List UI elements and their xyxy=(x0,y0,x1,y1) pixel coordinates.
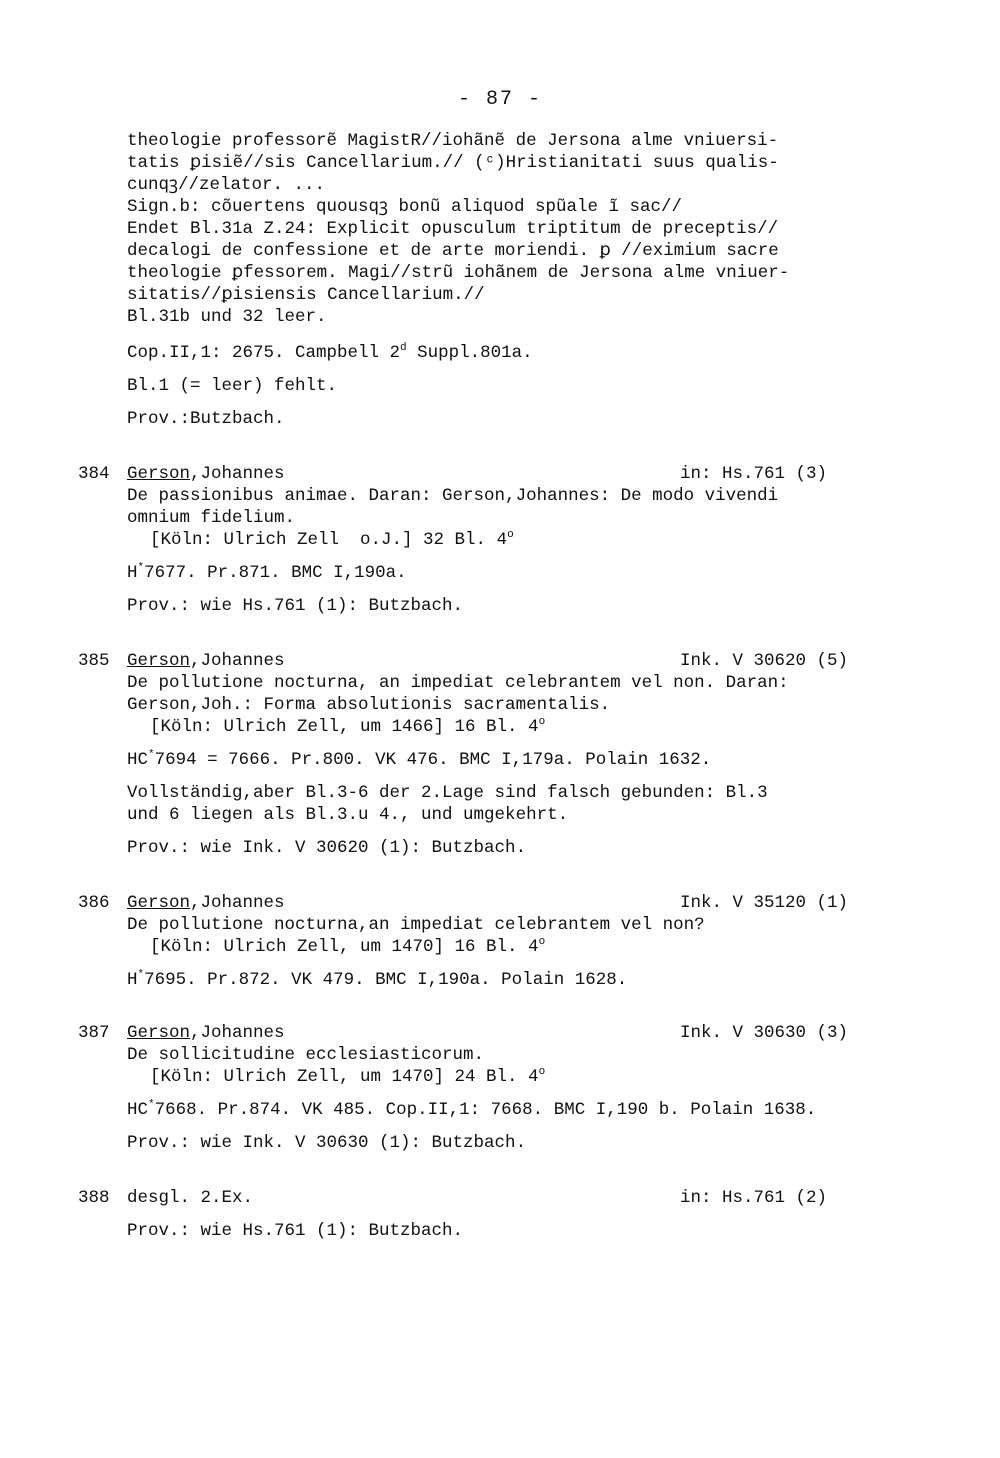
bibliographic-references xyxy=(127,969,627,991)
asterisk: * xyxy=(137,562,145,574)
note-line: und 6 liegen als Bl.3.u 4., und umgekehrt. xyxy=(127,805,569,825)
superscript: o xyxy=(538,936,546,948)
provenance: Prov.: wie Hs.761 (1): Butzbach. xyxy=(127,1221,464,1241)
shelfmark: Ink. V 35120 (1) xyxy=(680,893,849,913)
refs-prefix: H xyxy=(127,970,138,990)
imprint-text: [Köln: Ulrich Zell, um 1470] 24 Bl. 4 xyxy=(150,1067,539,1087)
asterisk: * xyxy=(148,749,155,761)
entry-title-line: De pollutione nocturna, an impediat celebrantem vel non. Daran: xyxy=(127,673,789,693)
provenance: Prov.: wie Ink. V 30630 (1): Butzbach. xyxy=(127,1133,527,1153)
leaf-note: Bl.1 (= leer) fehlt. xyxy=(127,376,338,396)
imprint xyxy=(150,936,545,958)
author-surname: Gerson xyxy=(127,893,191,913)
entry-title-line: De passionibus animae. Daran: Gerson,Johannes: De modo vivendi xyxy=(127,486,779,506)
entry-author xyxy=(127,1022,285,1044)
intro-line: tatis ꝑisiẽ//sis Cancellarium.// (ᶜ)Hristianitati suus qualis- xyxy=(127,153,779,173)
superscript: o xyxy=(538,1066,546,1078)
intro-line: cunqꝫ//zelator. ... xyxy=(127,175,325,195)
entry-heading: desgl. 2.Ex. xyxy=(127,1188,254,1208)
entry-number: 387 xyxy=(78,1023,110,1043)
copinger-reference-suffix: Suppl.801a. xyxy=(406,343,533,363)
author-forename: ,Johannes xyxy=(190,893,285,913)
entry-title-line: omnium fidelium. xyxy=(127,508,296,528)
entry-author xyxy=(127,892,285,914)
intro-line: Endet Bl.31a Z.24: Explicit opusculum triptitum de preceptis// xyxy=(127,219,779,239)
entry-author xyxy=(127,463,285,485)
shelfmark: in: Hs.761 (3) xyxy=(680,464,828,484)
author-forename: ,Johannes xyxy=(190,464,285,484)
imprint-text: [Köln: Ulrich Zell, um 1470] 16 Bl. 4 xyxy=(150,937,539,957)
imprint-text: [Köln: Ulrich Zell o.J.] 32 Bl. 4 xyxy=(150,530,508,550)
bibliographic-references xyxy=(127,1099,816,1121)
refs-prefix: HC xyxy=(127,1100,149,1120)
intro-line: theologie ꝑfessorem. Magi//strũ iohãnem de Jersona alme vniuer- xyxy=(127,263,790,283)
refs-prefix: HC xyxy=(127,750,149,770)
intro-line: Bl.31b und 32 leer. xyxy=(127,307,327,327)
copinger-reference-text: Cop.II,1: 2675. Campbell 2 xyxy=(127,343,401,363)
asterisk: * xyxy=(137,969,145,981)
imprint-text: [Köln: Ulrich Zell, um 1466] 16 Bl. 4 xyxy=(150,717,539,737)
entry-title-line: Gerson,Joh.: Forma absolutionis sacramentalis. xyxy=(127,695,611,715)
author-forename: ,Johannes xyxy=(190,651,285,671)
shelfmark: Ink. V 30630 (3) xyxy=(680,1023,849,1043)
intro-line: theologie professorẽ MagistR//iohãnẽ de Jersona alme vniuersi- xyxy=(127,131,779,151)
superscript: o xyxy=(538,716,546,728)
entry-number: 385 xyxy=(78,651,110,671)
refs-text: 7694 = 7666. Pr.800. VK 476. BMC I,179a. Polain 1632. xyxy=(154,750,712,770)
entry-number: 384 xyxy=(78,464,110,484)
intro-line: Sign.b: cõuertens quousqꝫ bonũ aliquod spũale ĩ sac// xyxy=(127,197,683,217)
copinger-reference xyxy=(127,342,533,364)
author-surname: Gerson xyxy=(127,464,191,484)
provenance: Prov.: wie Ink. V 30620 (1): Butzbach. xyxy=(127,838,527,858)
bibliographic-references xyxy=(127,562,407,584)
provenance: Prov.:Butzbach. xyxy=(127,409,285,429)
refs-text: 7668. Pr.874. VK 485. Cop.II,1: 7668. BMC I,190 b. Polain 1638. xyxy=(154,1100,817,1120)
page-number: - 87 - xyxy=(457,88,542,111)
author-surname: Gerson xyxy=(127,1023,191,1043)
asterisk: * xyxy=(148,1099,155,1111)
entry-title-line: De pollutione nocturna,an impediat celebrantem vel non? xyxy=(127,915,705,935)
bibliographic-references xyxy=(127,749,711,771)
author-surname: Gerson xyxy=(127,651,191,671)
imprint xyxy=(150,1066,545,1088)
superscript: d xyxy=(400,342,407,354)
entry-author xyxy=(127,650,285,672)
shelfmark: Ink. V 30620 (5) xyxy=(680,651,849,671)
note-line: Vollständig,aber Bl.3-6 der 2.Lage sind falsch gebunden: Bl.3 xyxy=(127,783,768,803)
entry-title-line: De sollicitudine ecclesiasticorum. xyxy=(127,1045,485,1065)
refs-text: 7695. Pr.872. VK 479. BMC I,190a. Polain 1628. xyxy=(144,970,628,990)
imprint xyxy=(150,716,545,738)
intro-line: sitatis//ꝑisiensis Cancellarium.// xyxy=(127,285,485,305)
shelfmark: in: Hs.761 (2) xyxy=(680,1188,828,1208)
intro-line: decalogi de confessione et de arte moriendi. ꝑ //eximium sacre xyxy=(127,241,779,261)
refs-text: 7677. Pr.871. BMC I,190a. xyxy=(144,563,407,583)
imprint xyxy=(150,529,514,551)
entry-number: 388 xyxy=(78,1188,110,1208)
provenance: Prov.: wie Hs.761 (1): Butzbach. xyxy=(127,596,464,616)
refs-prefix: H xyxy=(127,563,138,583)
superscript: o xyxy=(507,529,514,541)
entry-number: 386 xyxy=(78,893,110,913)
author-forename: ,Johannes xyxy=(190,1023,285,1043)
